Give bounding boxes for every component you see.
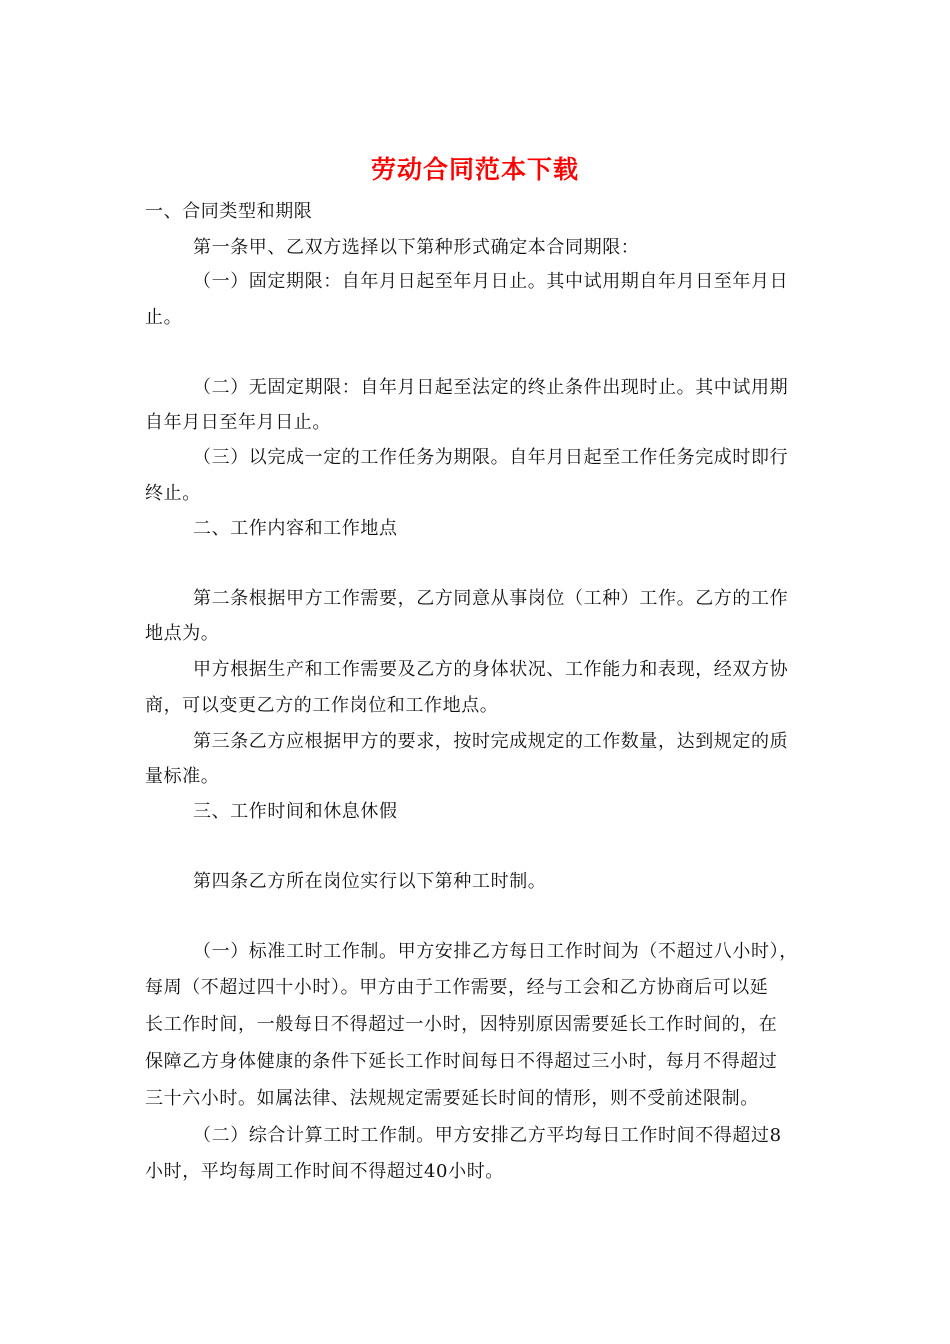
paragraph-line: 每周（不超过四十小时）。甲方由于工作需要，经与工会和乙方协商后可以延 [145,977,769,998]
paragraph-line: （一）固定期限：自年月日起至年月日止。其中试用期自年月日至年月日 [193,271,789,292]
paragraph-line: 量标准。 [145,766,220,787]
paragraph-line: 第二条根据甲方工作需要，乙方同意从事岗位（工种）工作。乙方的工作 [193,588,789,609]
section-heading-1: 一、合同类型和期限 [145,201,313,222]
paragraph-line: （三）以完成一定的工作任务为期限。自年月日起至工作任务完成时即行 [193,447,789,468]
paragraph-line: （一）标准工时工作制。甲方安排乙方每日工作时间为（不超过八小时）， [193,941,798,962]
section-heading-2: 二、工作内容和工作地点 [193,518,398,539]
paragraph-line: 保障乙方身体健康的条件下延长工作时间每日不得超过三小时，每月不得超过 [145,1051,778,1072]
paragraph-line: （二）无固定期限：自年月日起至法定的终止条件出现时止。其中试用期 [193,377,789,398]
paragraph-line: 地点为。 [145,623,220,644]
paragraph-line: 终止。 [145,483,201,504]
paragraph-line: 第四条乙方所在岗位实行以下第种工时制。 [193,871,547,892]
paragraph-line: 小时，平均每周工作时间不得超过40小时。 [145,1161,504,1182]
paragraph-line: 自年月日至年月日止。 [145,412,331,433]
paragraph-line: 商，可以变更乙方的工作岗位和工作地点。 [145,695,499,716]
paragraph-line: 三十六小时。如属法律、法规规定需要延长时间的情形，则不受前述限制。 [145,1088,759,1109]
paragraph-line: 甲方根据生产和工作需要及乙方的身体状况、工作能力和表现，经双方协 [193,659,789,680]
paragraph-line: 长工作时间，一般每日不得超过一小时，因特别原因需要延长工作时间的，在 [145,1014,778,1035]
document-title: 劳动合同范本下载 [370,155,579,184]
paragraph-line: 止。 [145,307,183,328]
section-heading-3: 三、工作时间和休息休假 [193,801,398,822]
paragraph-line: （二）综合计算工时工作制。甲方安排乙方平均每日工作时间不得超过8 [193,1125,782,1146]
paragraph-line: 第一条甲、乙双方选择以下第种形式确定本合同期限： [193,237,640,258]
paragraph-line: 第三条乙方应根据甲方的要求，按时完成规定的工作数量，达到规定的质 [193,731,789,752]
